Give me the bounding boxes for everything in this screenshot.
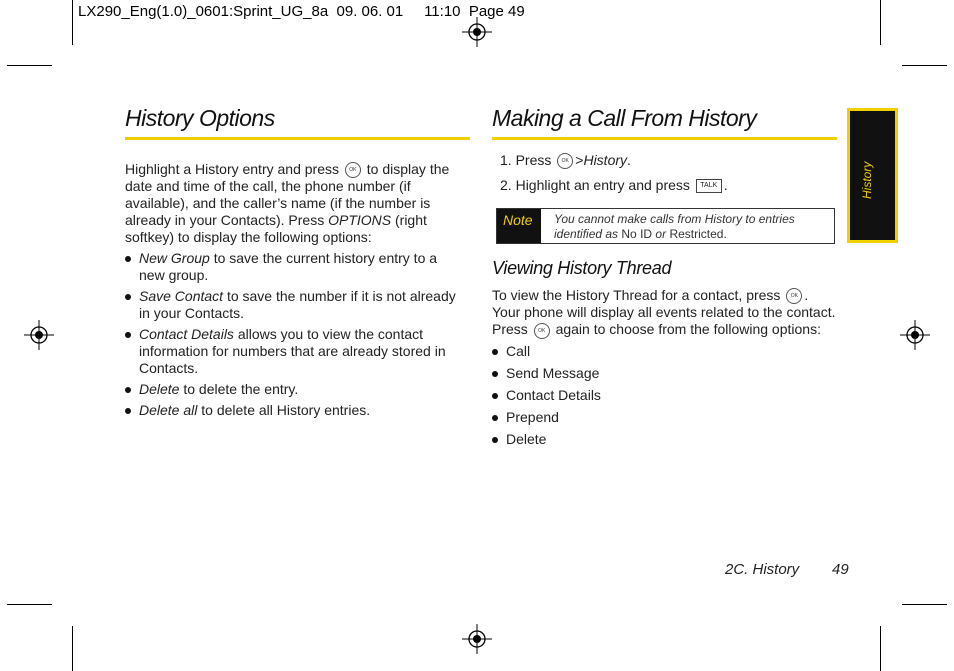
- side-tab-inner: [850, 111, 895, 240]
- crop-mark: [7, 65, 52, 66]
- list-item: [125, 250, 460, 284]
- intro-paragraph: [125, 161, 473, 246]
- talk-key-icon: TALK: [696, 179, 722, 193]
- step-text: Highlight an entry and press: [515, 177, 690, 193]
- intro-text-1: Highlight a History entry and press: [125, 161, 339, 177]
- menu-ok-key-icon: OK: [534, 323, 550, 339]
- print-slug: LX290_Eng(1.0)_0601:Sprint_UG_8a 09. 06. 01 11:10 Page 49: [78, 3, 525, 20]
- option-term: Delete: [139, 381, 180, 397]
- list-item: Call: [492, 343, 601, 360]
- title-underline: [492, 137, 837, 140]
- list-item: Delete: [492, 431, 601, 448]
- side-tab-label: History: [860, 161, 874, 199]
- registration-mark-icon: [462, 624, 492, 654]
- restricted-label: Restricted: [669, 227, 724, 241]
- option-term: New Group: [139, 250, 210, 266]
- crop-mark: [72, 626, 73, 671]
- option-term: Save Contact: [139, 288, 224, 304]
- side-tab: [847, 108, 898, 243]
- menu-ok-key-icon: OK: [345, 162, 361, 178]
- list-item: [125, 402, 460, 419]
- section-title-history-options: History Options: [125, 105, 275, 131]
- title-underline: [125, 137, 470, 140]
- list-item: Send Message: [492, 365, 601, 382]
- subsection-title-viewing-thread: Viewing History Thread: [492, 258, 672, 278]
- step-1: 1. Press OK >History.: [500, 152, 631, 168]
- menu-ok-key-icon: OK: [557, 153, 573, 169]
- option-term: Contact Details: [139, 326, 234, 342]
- crop-mark: [7, 604, 52, 605]
- crop-mark: [902, 604, 947, 605]
- option-desc: to save the current history entry to a new group.: [139, 250, 438, 283]
- no-id-label: No ID: [621, 227, 653, 241]
- option-desc: allows you to view the contact information for numbers that are already stored in Contacts.: [139, 326, 446, 376]
- option-desc: to delete all History entries.: [201, 402, 371, 418]
- note-box: [496, 208, 835, 244]
- option-term: Delete all: [139, 402, 198, 418]
- step-number: 1.: [500, 152, 512, 168]
- intro-text-3: (right softkey) to display the following options:: [125, 212, 427, 246]
- note-label: Note: [497, 209, 541, 243]
- section-title-making-call: Making a Call From History: [492, 105, 757, 131]
- step-number: 2.: [500, 177, 512, 193]
- thread-options-list: [492, 343, 601, 448]
- crop-mark: [72, 0, 73, 45]
- menu-item-history: History: [583, 152, 628, 168]
- options-softkey-label: OPTIONS: [328, 212, 392, 229]
- crop-mark: [880, 0, 881, 45]
- step-text: Press: [515, 152, 552, 168]
- registration-mark-icon: [24, 320, 54, 350]
- note-text: You cannot make calls from History to entries identified as No ID or Restricted.: [554, 212, 795, 241]
- intro-text-2: to display the date and time of the call, the phone number (if available), and the caller’s name (if the number is already in your Contacts). Press: [125, 161, 450, 229]
- list-item: Prepend: [492, 409, 601, 426]
- step-arrow: >: [575, 152, 584, 168]
- registration-mark-icon: [900, 320, 930, 350]
- footer-section: 2C. History: [725, 561, 800, 578]
- registration-mark-icon: [462, 17, 492, 47]
- option-desc: to save the number if it is not already in your Contacts.: [139, 288, 456, 321]
- thread-paragraph: To view the History Thread for a contact, press OK . Your phone will display all events related to the contact. Press OK again to choose from the following options:: [492, 287, 836, 338]
- list-item: Contact Details: [492, 387, 601, 404]
- menu-ok-key-icon: OK: [786, 288, 802, 304]
- page-number: 49: [832, 561, 849, 578]
- step-2: 2. Highlight an entry and press TALK .: [500, 177, 728, 193]
- list-item: [125, 381, 460, 398]
- list-item: [125, 326, 460, 377]
- crop-mark: [880, 626, 881, 671]
- options-list: [125, 250, 460, 419]
- crop-mark: [902, 65, 947, 66]
- option-desc: to delete the entry.: [183, 381, 299, 397]
- list-item: [125, 288, 460, 322]
